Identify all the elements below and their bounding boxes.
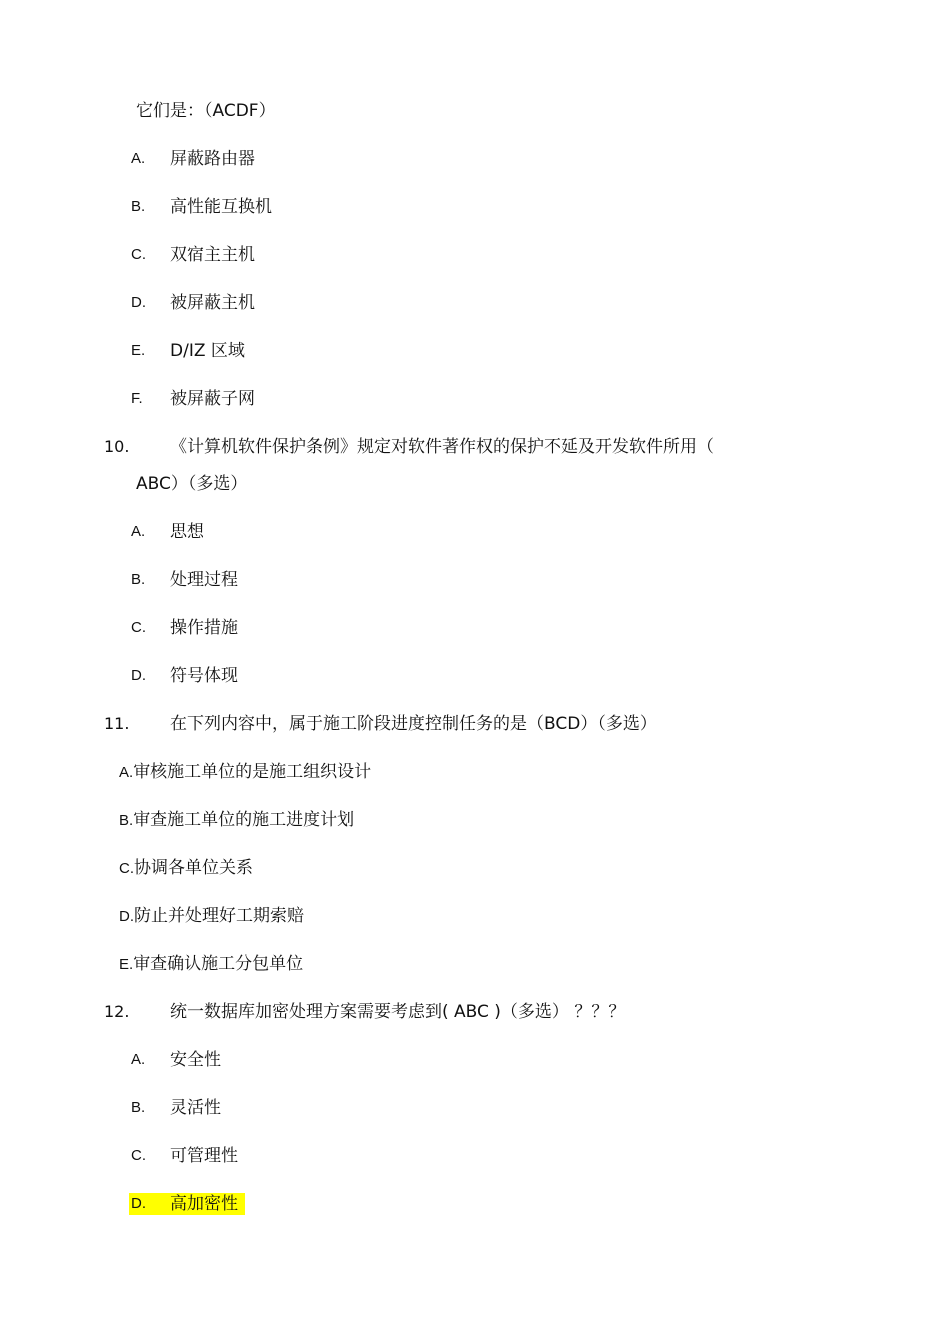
option-item: [119, 856, 253, 881]
option-item: [119, 952, 303, 977]
option-label: E.: [119, 956, 134, 973]
question-continuation: ABC）（多选）: [136, 474, 248, 494]
option-label: D.: [131, 667, 146, 684]
option-text: 审查施工单位的施工进度计划: [133, 810, 355, 830]
option-text: 灵活性: [170, 1098, 221, 1118]
option-label: C.: [131, 1147, 146, 1164]
question-number: 12.: [104, 1002, 130, 1021]
option-text: 安全性: [170, 1050, 221, 1070]
option-label: A.: [131, 523, 146, 540]
option-label: C.: [131, 619, 146, 636]
question-number: 10.: [104, 437, 130, 456]
option-label: C.: [131, 246, 146, 263]
option-text: 被屏蔽子网: [170, 389, 255, 409]
question-text: 《计算机软件保护条例》规定对软件著作权的保护不延及开发软件所用（: [170, 437, 714, 457]
option-text: 符号体现: [170, 666, 238, 686]
option-text: 屏蔽路由器: [170, 149, 255, 169]
option-text: 操作措施: [170, 618, 238, 638]
question-text: 统一数据库加密处理方案需要考虑到( ABC )（多选） ？？？: [170, 1002, 626, 1022]
option-text: 审核施工单位的是施工组织设计: [133, 762, 372, 782]
option-label: B.: [131, 1099, 146, 1116]
option-label: A.: [131, 1051, 146, 1068]
option-label: C.: [119, 860, 134, 877]
option-label: B.: [119, 812, 134, 829]
option-label: A.: [119, 764, 134, 781]
option-text: 处理过程: [170, 570, 238, 590]
option-label: B.: [131, 198, 146, 215]
option-label: D.: [131, 1195, 146, 1212]
option-label: F.: [131, 390, 143, 407]
option-text: 审查确认施工分包单位: [133, 954, 304, 974]
question-number: 11.: [104, 714, 130, 733]
q12-option-d-highlighted: [0, 1192, 250, 1216]
option-text: 双宿主主机: [170, 245, 255, 265]
option-text: D/IZ 区域: [170, 341, 245, 361]
option-text: 高加密性: [170, 1194, 238, 1214]
option-text: 可管理性: [170, 1146, 238, 1166]
option-item: [119, 808, 354, 833]
option-text: 协调各单位关系: [134, 858, 253, 878]
option-item: [119, 904, 304, 929]
option-text: 被屏蔽主机: [170, 293, 255, 313]
intro-text: 它们是：（ACDF）: [136, 101, 276, 121]
option-label: D.: [119, 908, 134, 925]
option-label: A.: [131, 150, 146, 167]
question-text: 在下列内容中，属于施工阶段进度控制任务的是（BCD）（多选）: [170, 714, 657, 734]
option-label: E.: [131, 342, 146, 359]
option-label: D.: [131, 294, 146, 311]
option-item: [119, 760, 371, 785]
option-text: 防止并处理好工期索赔: [134, 906, 304, 926]
option-text: 思想: [170, 522, 204, 542]
option-text: 高性能互换机: [170, 197, 272, 217]
option-label: B.: [131, 571, 146, 588]
